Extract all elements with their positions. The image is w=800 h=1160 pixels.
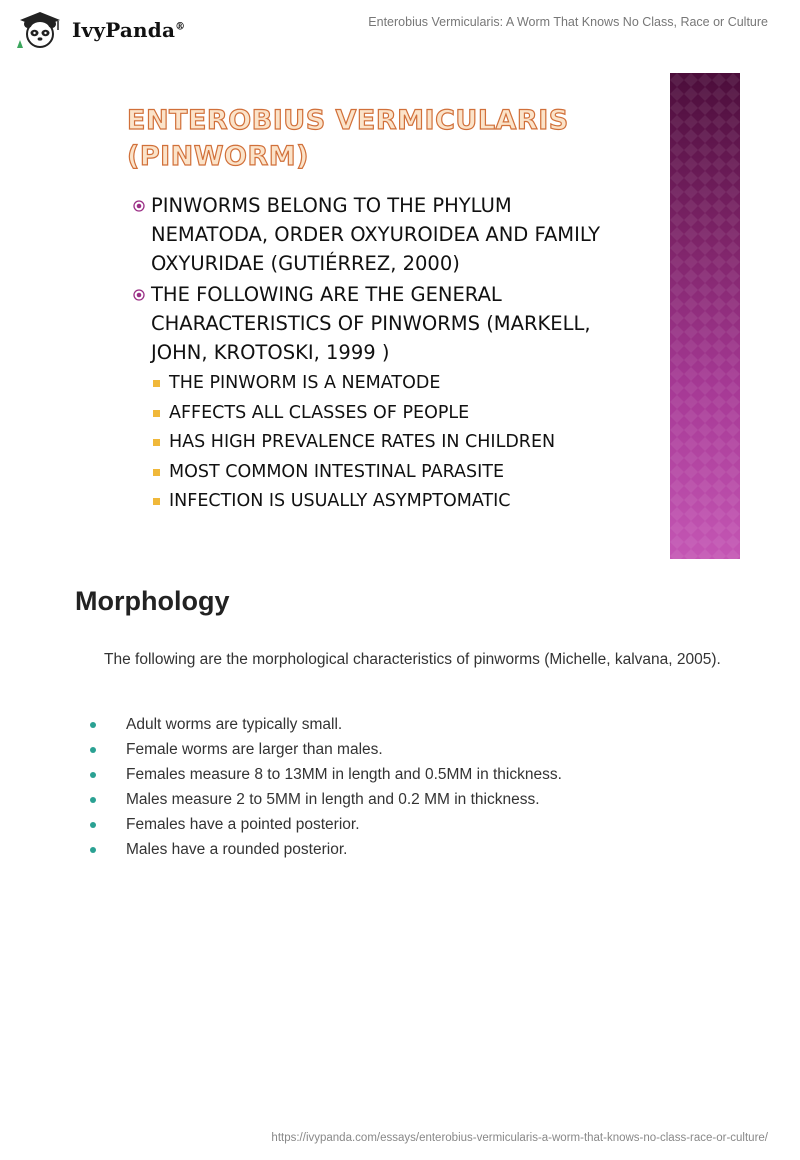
circle-bullet-icon: [133, 200, 145, 212]
list-item: Males measure 2 to 5MM in length and 0.2 MM in thickness.: [90, 787, 562, 812]
diamond-pattern: [670, 73, 740, 559]
bullet-dot-icon: [90, 822, 96, 828]
document-title: Enterobius Vermicularis: A Worm That Knows No Class, Race or Culture: [368, 15, 768, 29]
brand-name: IvyPanda: [72, 18, 176, 42]
list-item: Females have a pointed posterior.: [90, 812, 562, 837]
bullet-dot-icon: [90, 847, 96, 853]
section-heading: Morphology: [75, 586, 230, 616]
bullet-dot-icon: [90, 797, 96, 803]
ivypanda-logo[interactable]: [14, 10, 185, 50]
slide-subpoint: MOST COMMON INTESTINAL PARASITE: [133, 458, 633, 488]
registered-mark: ®: [175, 21, 186, 33]
slide-subpoint: HAS HIGH PREVALENCE RATES IN CHILDREN: [133, 428, 633, 458]
slide-decor-bar: [670, 73, 740, 559]
square-bullet-icon: [153, 439, 160, 446]
slide-point: PINWORMS BELONG TO THE PHYLUM NEMATODA, ORDER OXYUROIDEA AND FAMILY OXYURIDAE (GUTIÉRREZ, 2000): [133, 191, 633, 278]
bullet-dot-icon: [90, 772, 96, 778]
list-item: Males have a rounded posterior.: [90, 837, 562, 862]
list-item: Female worms are larger than males.: [90, 737, 562, 762]
panda-mascot-icon: [14, 10, 66, 50]
bullet-dot-icon: [90, 747, 96, 753]
list-item: Adult worms are typically small.: [90, 712, 562, 737]
bullet-dot-icon: [90, 722, 96, 728]
slide-title: [127, 103, 569, 175]
slide-title-line1: ENTEROBIUS VERMICULARIS: [127, 105, 569, 136]
slide-title-line2: (PINWORM): [127, 141, 310, 172]
slide-subpoint: AFFECTS ALL CLASSES OF PEOPLE: [133, 399, 633, 429]
intro-paragraph: The following are the morphological characteristics of pinworms (Michelle, kalvana, 2005).: [104, 651, 721, 668]
square-bullet-icon: [153, 469, 160, 476]
square-bullet-icon: [153, 410, 160, 417]
square-bullet-icon: [153, 380, 160, 387]
slide-bullet-list: [133, 191, 633, 517]
morphology-list: [90, 712, 562, 862]
slide-image: [75, 73, 740, 559]
square-bullet-icon: [153, 498, 160, 505]
slide-point: THE FOLLOWING ARE THE GENERAL CHARACTERISTICS OF PINWORMS (MARKELL, JOHN, KROTOSKI, 1999 ): [133, 280, 633, 367]
list-item: Females measure 8 to 13MM in length and 0.5MM in thickness.: [90, 762, 562, 787]
circle-bullet-icon: [133, 289, 145, 301]
slide-subpoint: INFECTION IS USUALLY ASYMPTOMATIC: [133, 487, 633, 517]
footer-url-link[interactable]: https://ivypanda.com/essays/enterobius-vermicularis-a-worm-that-knows-no-class-race-or-culture/: [271, 1132, 768, 1144]
slide-subpoint: THE PINWORM IS A NEMATODE: [133, 369, 633, 399]
